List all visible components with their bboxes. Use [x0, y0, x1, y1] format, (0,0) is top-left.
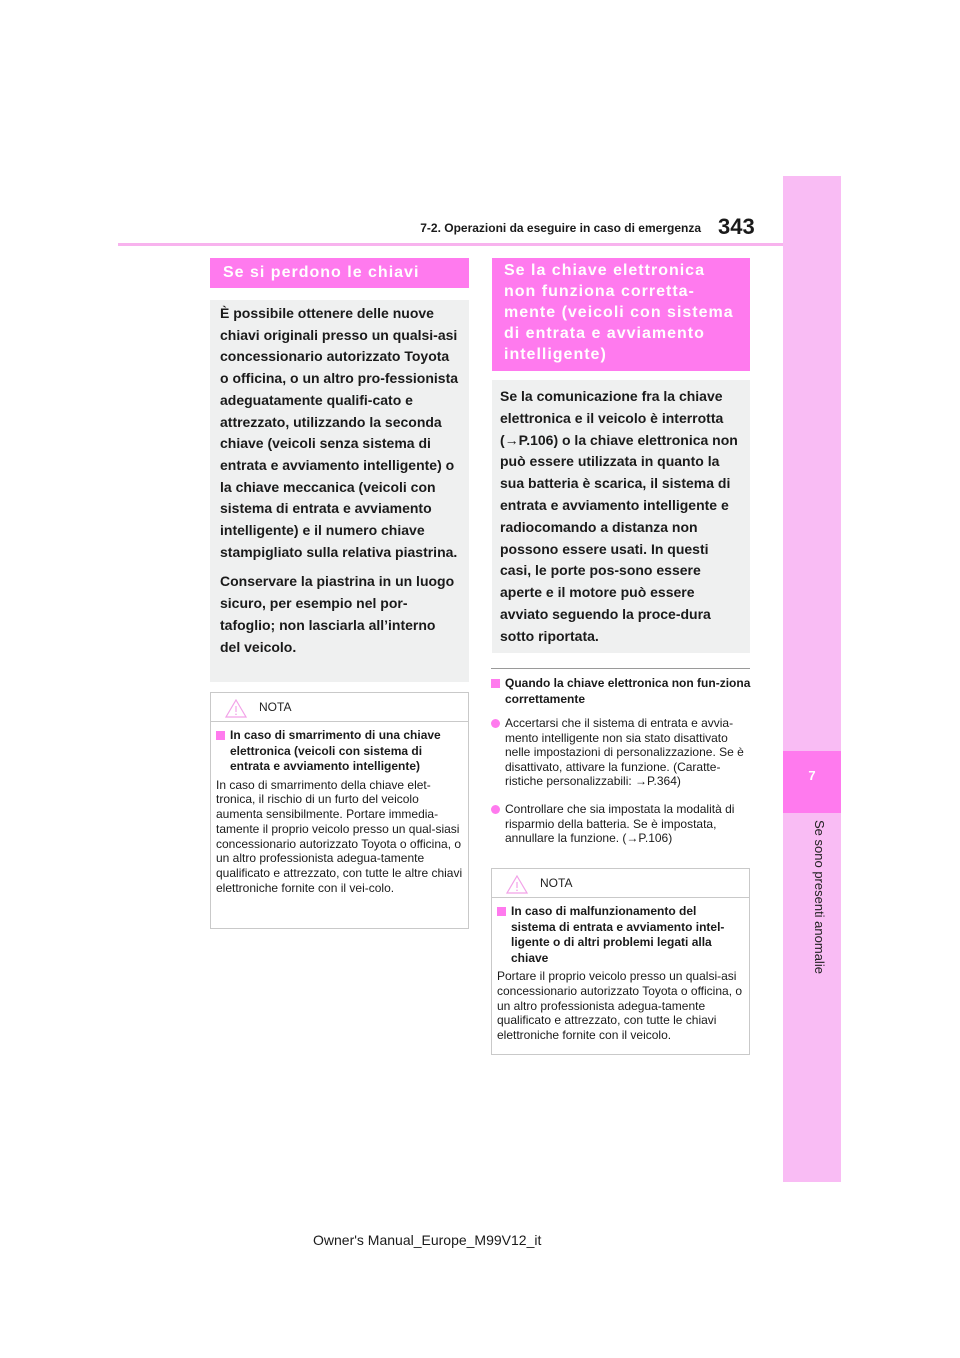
nota-title-row — [216, 728, 463, 775]
section-divider — [491, 668, 750, 669]
lost-keys-box — [210, 300, 469, 682]
nota-text: Portare il proprio veicolo presso un qualsi-asi concessionario autorizzato Toyota o officina, o un altro professionista adegua-tamente qualificato e attrezzato, con tutte le chiavi elettroniche fornite con il veicolo. — [497, 969, 743, 1043]
footer-text: Owner's Manual_Europe_M99V12_it — [313, 1232, 542, 1248]
nota-title: In caso di malfunzionamento del sistema di entrata e avviamento intel-ligente o di altri problemi legati alla chiave — [511, 904, 725, 965]
nota-label: NOTA — [259, 700, 292, 714]
chapter-number: 7 — [808, 768, 816, 783]
nota-body — [492, 898, 749, 1043]
square-bullet-icon — [216, 731, 225, 740]
key-malfunction-paragraph: Se la comunicazione fra la chiave elettronica e il veicolo è interrotta (→P.106) o la chiave elettronica non può essere utilizzata in quanto la sua batteria è scarica, il sistema di entrata e avviamento intelligente e radiocomando a distanza non possono essere usati. In questi casi, le porte pos-sono essere aperte e il motore può essere avviato seguendo la proce-dura sotto riportata. — [500, 388, 738, 644]
bullet-text: Accertarsi che il sistema di entrata e avvia-mento intelligente non sia stato disattivato nelle impostazioni di personalizzazione. Se è disattivato, attivare la funzione. (Caratte-ristiche personalizzabili: →P.364) — [505, 716, 744, 789]
nota-box-left — [210, 692, 469, 929]
subheading-row — [491, 676, 753, 707]
nota-text: In caso di smarrimento della chiave elet-tronica, il rischio di un furto del veicolo aumenta sensibilmente. Portare immedia-tamente il proprio veicolo presso un qual-siasi concessionario autorizzato Toyota o officina, o un altro professionista adegua-tamente qualificato e attrezzato, con tutte le altre chiavi elettroniche fornite con il vei-colo. — [216, 777, 463, 896]
nota-header — [211, 693, 468, 722]
side-band — [783, 176, 841, 1182]
square-bullet-icon — [497, 907, 506, 916]
chapter-label: Se sono presenti anomalie — [812, 820, 827, 974]
key-malfunction-heading: Se la chiave elettronica non funziona corretta-mente (veicoli con sistema di entrata e avviamento intelligente) — [492, 258, 750, 371]
nota-title-row — [497, 904, 744, 966]
lost-keys-heading: Se si perdono le chiavi — [210, 258, 469, 288]
bullet-text: Controllare che sia impostata la modalità di risparmio della batteria. Se è impostata, annullare la funzione. (→P.106) — [505, 802, 735, 846]
page-number: 343 — [718, 214, 755, 239]
key-malfunction-box — [492, 380, 750, 653]
nota-body — [211, 722, 468, 896]
square-bullet-icon — [491, 679, 500, 688]
lost-keys-paragraph-2: Conservare la piastrina in un luogo sicuro, per esempio nel por-tafoglio; non lasciarla all’interno del veicolo. — [220, 573, 455, 655]
warning-triangle-icon — [225, 699, 247, 718]
nota-box-right — [491, 868, 750, 1055]
round-bullet-icon — [491, 805, 500, 814]
subheading-text: Quando la chiave elettronica non fun-ziona correttamente — [505, 676, 751, 706]
section-title: 7-2. Operazioni da eseguire in caso di emergenza — [420, 221, 701, 235]
header-rule — [118, 243, 783, 246]
nota-header — [492, 869, 749, 898]
nota-label: NOTA — [540, 876, 573, 890]
lost-keys-paragraph-1: È possibile ottenere delle nuove chiavi originali presso un qualsi-asi concessionario autorizzato Toyota o officina, o un altro pro-fessionista adeguatamente qualifi-cato e attrezzato, utilizzando la seconda chiave (veicoli senza sistema di entrata e avviamento intelligente) o la chiave meccanica (veicoli con sistema di entrata e avviamento intelligente) e il numero chiave stampigliato sulla relativa piastrina. — [220, 305, 459, 560]
bullet-item — [491, 802, 753, 846]
bullet-item — [491, 716, 753, 789]
round-bullet-icon — [491, 719, 500, 728]
nota-title: In caso di smarrimento di una chiave elettronica (veicoli con sistema di entrata e avviamento intelligente) — [230, 728, 441, 773]
warning-triangle-icon — [506, 875, 528, 894]
